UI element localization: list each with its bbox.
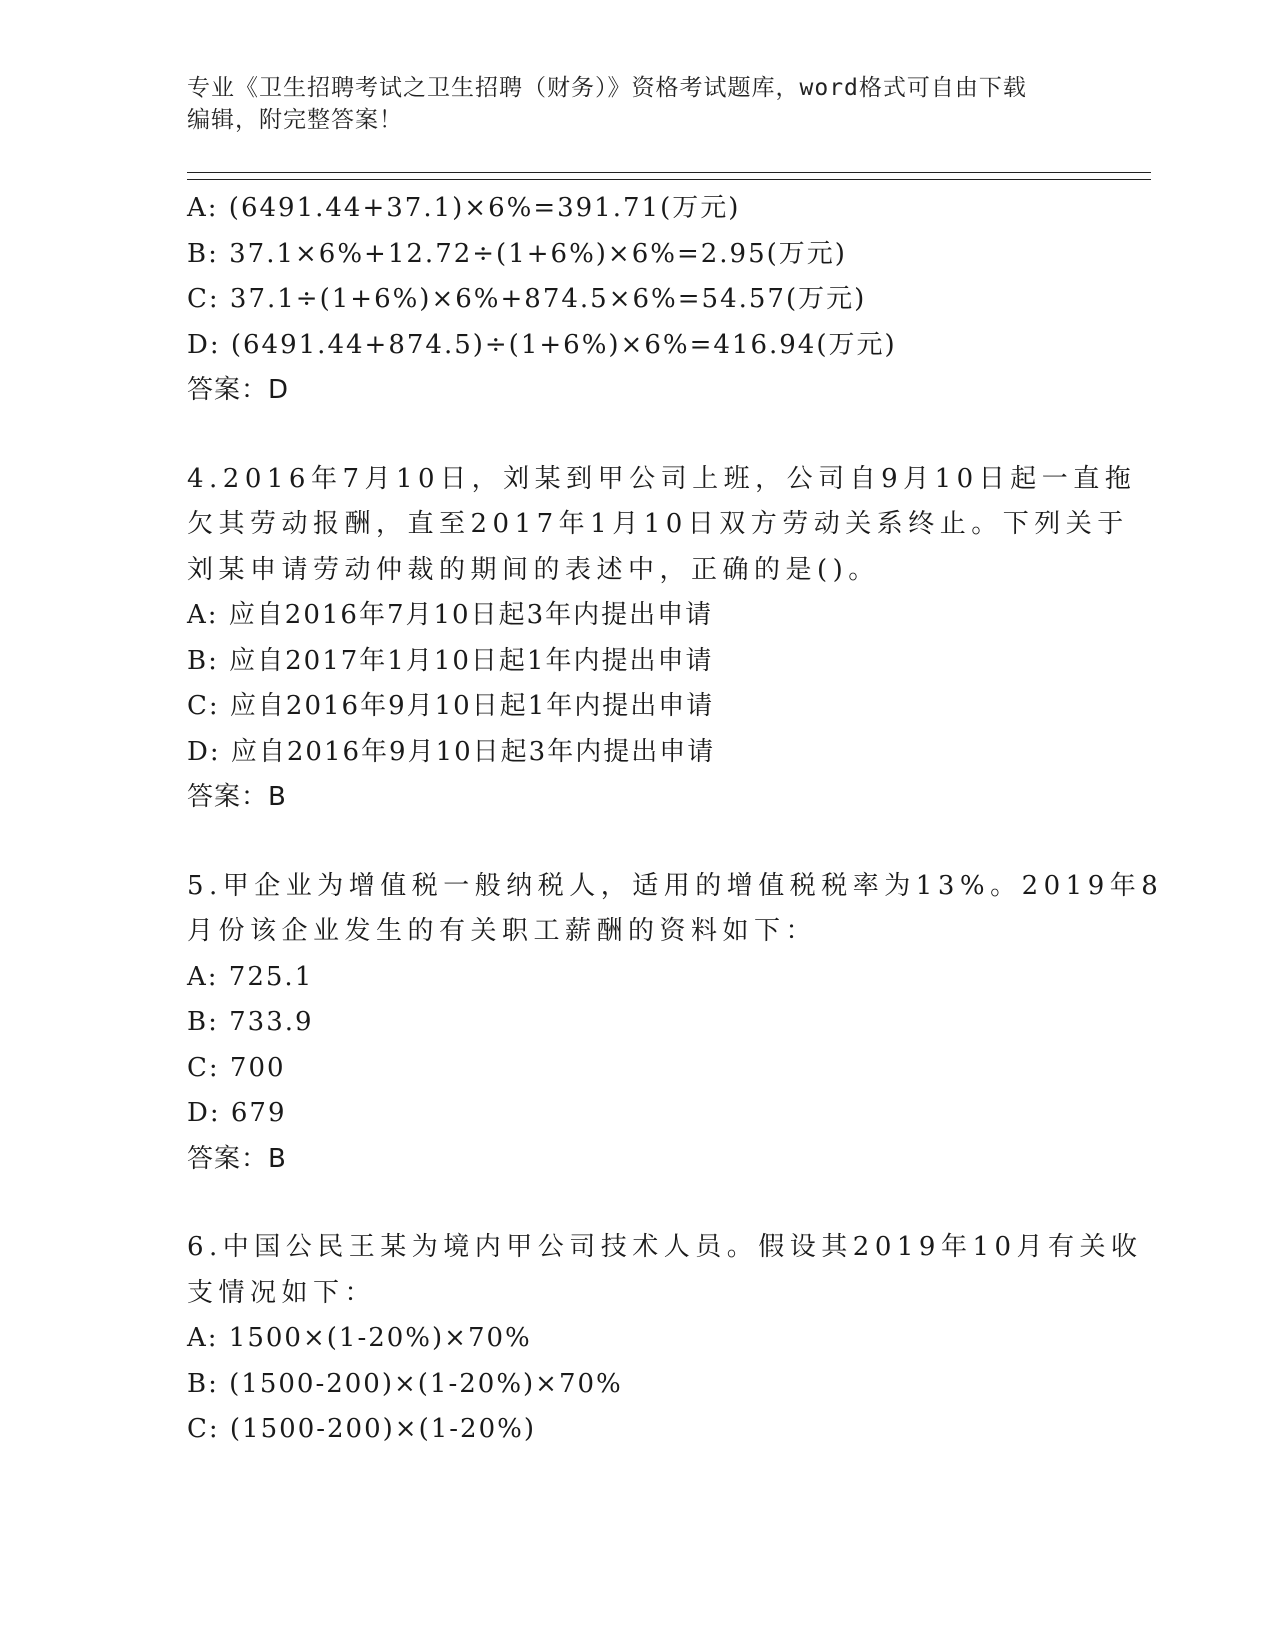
q5-option-b: B: 733.9	[187, 1007, 314, 1037]
q6-text-line-1: 6.中国公民王某为境内甲公司技术人员。假设其2019年10月有关收	[187, 1232, 1143, 1262]
q4-option-d: D: 应自2016年9月10日起3年内提出申请	[187, 736, 716, 767]
q6-option-b: B: (1500-200)×(1-20%)×70%	[187, 1368, 623, 1399]
header-rule-bottom	[187, 179, 1151, 180]
q5-option-c: C: 700	[187, 1052, 286, 1083]
q5-text-line-2: 月份该企业发生的有关职工薪酬的资料如下：	[187, 916, 818, 946]
q4-answer: 答案：B	[187, 782, 287, 812]
q3-option-b: B: 37.1×6%+12.72÷(1+6%)×6%=2.95(万元)	[187, 238, 847, 269]
question-6	[187, 1225, 1143, 1453]
q4-text-line-1: 4.2016年7月10日，刘某到甲公司上班，公司自9月10日起一直拖	[187, 463, 1137, 494]
q4-text-line-3: 刘某申请劳动仲裁的期间的表述中，正确的是()。	[187, 554, 880, 585]
q3-answer: 答案：D	[187, 375, 290, 405]
q3-option-d: D: (6491.44+874.5)÷(1+6%)×6%=416.94(万元)	[187, 329, 897, 360]
question-5	[187, 864, 1164, 1183]
spacer	[187, 1182, 1087, 1225]
q5-option-a: A: 725.1	[187, 961, 314, 992]
q4-option-a: A: 应自2016年7月10日起3年内提出申请	[187, 600, 714, 630]
question-3	[187, 186, 1087, 414]
question-list	[187, 186, 1164, 1453]
q6-text-line-2: 支情况如下：	[187, 1277, 377, 1308]
q5-answer: 答案：B	[187, 1143, 287, 1174]
spacer	[187, 414, 1087, 457]
q6-option-c: C: (1500-200)×(1-20%)	[187, 1414, 536, 1444]
q6-option-a: A: 1500×(1-20%)×70%	[187, 1323, 532, 1353]
spacer	[187, 821, 1087, 864]
document-header	[187, 72, 1067, 136]
q4-text-line-2: 欠其劳动报酬，直至2017年1月10日双方劳动关系终止。下列关于	[187, 509, 1129, 539]
q4-option-b: B: 应自2017年1月10日起1年内提出申请	[187, 645, 714, 676]
header-line-1: 专业《卫生招聘考试之卫生招聘（财务）》资格考试题库，word格式可自由下载	[187, 75, 1027, 101]
q3-option-a: A: (6491.44+37.1)×6%=391.71(万元)	[187, 193, 741, 223]
question-4	[187, 457, 1137, 821]
q5-option-d: D: 679	[187, 1098, 287, 1128]
q5-text-line-1: 5.甲企业为增值税一般纳税人，适用的增值税税率为13%。2019年8	[187, 870, 1164, 901]
q4-option-c: C: 应自2016年9月10日起1年内提出申请	[187, 691, 715, 721]
header-line-2: 编辑，附完整答案！	[187, 107, 403, 133]
header-rule-top	[187, 172, 1151, 173]
q3-option-c: C: 37.1÷(1+6%)×6%+874.5×6%=54.57(万元)	[187, 284, 867, 314]
